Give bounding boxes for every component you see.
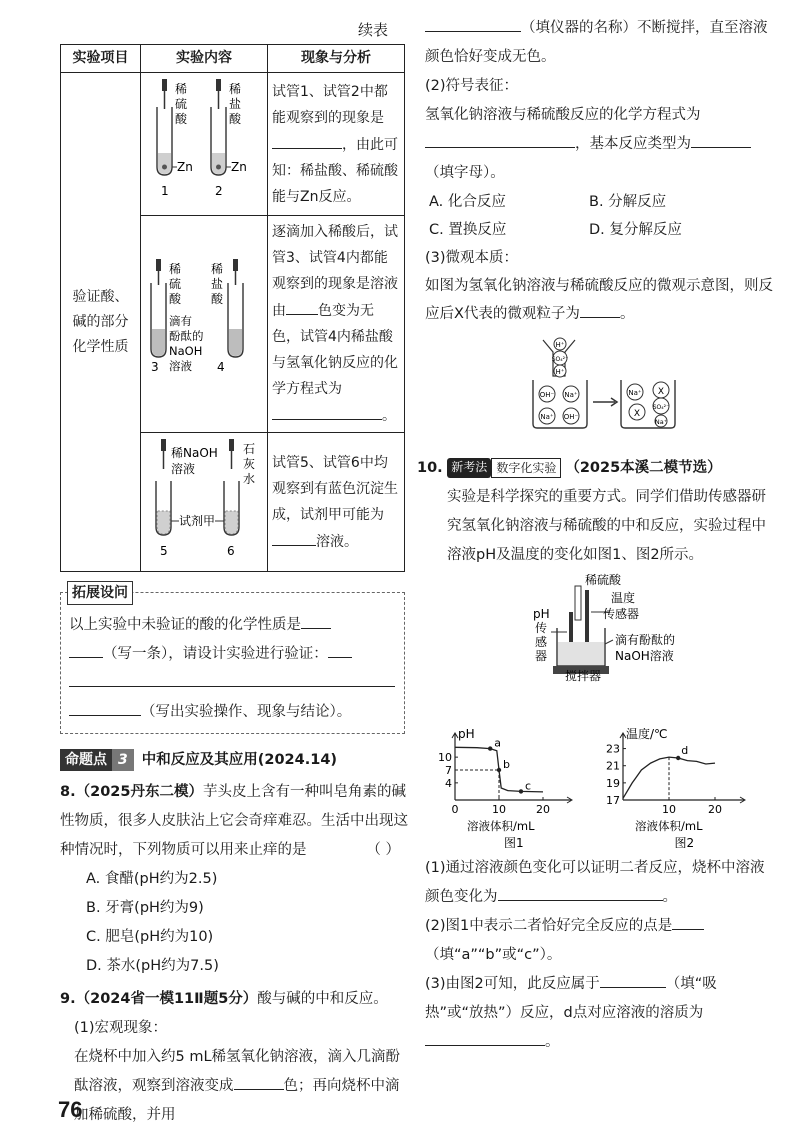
- q9-sub3-text: 如图为氢氧化钠溶液与稀硫酸反应的微观示意图，则反应后X代表的微观粒子为: [425, 278, 773, 322]
- ph-chart: [425, 728, 585, 848]
- solution-label-line: 酚酞的: [169, 329, 204, 343]
- tube-2-label-char: 酸: [229, 112, 242, 126]
- data-point-a: [488, 746, 492, 750]
- data-point-label: b: [503, 758, 510, 771]
- extension-line-1: [69, 611, 396, 640]
- zn-label-2: Zn: [231, 160, 247, 174]
- topic-point-header: [60, 748, 410, 772]
- tube-4-label-char: 酸: [211, 292, 224, 306]
- option-c[interactable]: C. 置换反应: [429, 222, 507, 238]
- q9-sub1-text: 色；再向烧杯中滴加稀硫酸，并用: [74, 1078, 400, 1123]
- q10-sub3-text: (3)由图2可知，此反应属于: [425, 976, 600, 992]
- table-header-project: 实验项目: [61, 45, 141, 73]
- tube-number-2: 2: [215, 184, 223, 198]
- obs-1-text-b: ，由此可知：稀盐酸、稀硫酸能与Zn反应。: [272, 136, 398, 205]
- zn-granule: [162, 165, 167, 170]
- table-row: [61, 73, 405, 216]
- data-point-b: [497, 768, 501, 772]
- q10-sub3: [425, 970, 775, 1057]
- content-cell-phenolphthalein: [141, 216, 268, 433]
- answer-parentheses[interactable]: （ ）: [366, 842, 400, 858]
- x-axis-label: 溶液体积/mL: [467, 819, 535, 833]
- ph-sensor-label: 传: [535, 621, 548, 635]
- tube-6-liquid: [225, 511, 238, 534]
- x-tick-label: 10: [662, 803, 676, 816]
- option-b[interactable]: B. 牙膏(pH约为9): [86, 900, 204, 916]
- tube-1-label-char: 稀: [175, 82, 188, 96]
- tube-3-label-char: 酸: [169, 292, 182, 306]
- solution-label-line: NaOH: [169, 344, 203, 358]
- obs-1-text-a: 试管1、试管2中都能观察到的现象是: [272, 83, 388, 126]
- ph-sensor-label: pH: [533, 607, 550, 621]
- apparatus-diagram: [425, 572, 775, 682]
- q10-sub2-text: （填“a”“b”或“c”）。: [425, 947, 562, 963]
- y-tick-label: 17: [606, 794, 620, 807]
- temp-sensor-label-1: 温度: [611, 591, 636, 605]
- question-source: （2025本溪二模节选）: [565, 460, 722, 476]
- naoh-solution: [558, 642, 604, 665]
- extension-title: 拓展设问: [67, 581, 133, 605]
- tube-3-liquid: [152, 329, 165, 356]
- x-tick-label: 20: [536, 803, 550, 816]
- charts-row: [425, 728, 775, 848]
- zn-tubes-diagram: [143, 75, 263, 203]
- ph-sensor-label: 感: [535, 635, 548, 649]
- project-line: 验证酸、: [72, 288, 129, 305]
- tube-number-4: 4: [217, 360, 225, 374]
- solution-label-1: 滴有酚酞的: [615, 633, 676, 647]
- q10-sub2: [425, 912, 775, 970]
- y-tick-label: 10: [438, 751, 452, 765]
- dropper-bulb: [229, 439, 234, 451]
- experiment-table: [60, 44, 405, 572]
- solution-label-line: 溶液: [169, 359, 192, 373]
- topic-number: 3: [112, 749, 134, 771]
- q9-options: [425, 188, 775, 244]
- solution-label-line: 滴有: [169, 314, 192, 328]
- tube-number-6: 6: [227, 544, 235, 558]
- q9-sub2-text: （填字母）。: [425, 165, 505, 181]
- new-method-tag: 新考法: [447, 458, 491, 478]
- left-column: [60, 18, 410, 1130]
- option-a[interactable]: A. 化合反应: [429, 194, 506, 210]
- question-10: [417, 454, 775, 570]
- table-header-observation: 现象与分析: [268, 45, 405, 73]
- extension-question-box: [60, 585, 405, 734]
- q9-sub1-text: 在烧杯中加入约5 mL稀氢氧化钠溶液，滴入几滴酚酞溶液，观察到溶液变成: [74, 1049, 401, 1094]
- ion-h: H⁺: [555, 341, 565, 349]
- tube-2-label-char: 稀: [229, 82, 242, 96]
- ion-so4: SO₄²⁻: [551, 356, 569, 363]
- q10-sub3-text: （填“吸热”或“放热”）反应，d点对应溶液的溶质为: [425, 976, 717, 1021]
- tube-1-liquid: [158, 153, 171, 174]
- ion-x: X: [633, 409, 641, 419]
- tube-2-label-char: 盐: [229, 97, 242, 111]
- tube-1-label-char: 硫: [175, 97, 188, 111]
- solution-label-2: NaOH溶液: [615, 649, 674, 663]
- table-header-row: [61, 45, 405, 73]
- x-tick-label: 10: [492, 803, 506, 816]
- zn-label-1: Zn: [177, 160, 193, 174]
- answer-blank[interactable]: [498, 883, 663, 901]
- table-header-content: 实验内容: [141, 45, 268, 73]
- y-tick-label: 19: [606, 776, 620, 790]
- obs-2-end: 。: [382, 408, 396, 424]
- acid-label: 稀硫酸: [585, 573, 622, 587]
- solution-pointer: [605, 640, 613, 644]
- ion-na: Na⁺: [628, 389, 642, 397]
- data-point-label: a: [494, 736, 501, 750]
- q9-sub1-text: （填仪器的名称）不断搅拌，直至溶液颜色恰好变成无色。: [425, 20, 768, 65]
- topic-title: 中和反应及其应用(2024.14): [141, 751, 338, 768]
- q10-sub1: [425, 854, 775, 912]
- ion-oh: OH⁻: [563, 413, 579, 421]
- tube-5-reagent-label: 溶液: [171, 462, 196, 476]
- ion-na: Na⁺: [540, 413, 554, 421]
- obs-2-text-b: 色变为无色，试管4内稀盐酸与氢氧化钠反应的化学方程式为: [272, 303, 398, 397]
- tube-4-label-char: 盐: [211, 277, 224, 291]
- temp-sensor-label-2: 传感器: [603, 607, 640, 621]
- tube-4-label-char: 稀: [211, 262, 224, 276]
- q9-sub2-text: ，基本反应类型为: [575, 136, 691, 152]
- q9-sub3-title: (3)微观本质：: [425, 250, 519, 266]
- data-point-label: c: [525, 779, 532, 793]
- y-axis-label: pH: [458, 728, 475, 741]
- project-line: 碱的部分: [72, 313, 129, 330]
- q9-sub3-body: [425, 272, 775, 328]
- q10-sub1-text: (1)通过溶液颜色变化可以证明二者反应，烧杯中溶液颜色变化为: [425, 860, 765, 905]
- micro-reaction-diagram: [425, 332, 775, 432]
- project-line: 化学性质: [72, 338, 129, 355]
- option-d[interactable]: D. 茶水(pH约为7.5): [86, 958, 219, 974]
- dropper-bulb: [161, 439, 166, 451]
- zn-granule: [216, 165, 221, 170]
- answer-blank[interactable]: [425, 14, 521, 32]
- question-source: （2024省一模11Ⅱ题5分）: [75, 991, 258, 1007]
- option-c[interactable]: C. 肥皂(pH约为10): [86, 929, 214, 945]
- content-cell-zn: [141, 73, 268, 216]
- tube-5-reagent-label: 稀NaOH: [171, 446, 218, 460]
- extension-line-2: [69, 640, 396, 669]
- question-source: （2025丹东二模）: [75, 784, 203, 800]
- tube-1-label-char: 酸: [175, 112, 188, 126]
- answer-blank[interactable]: [69, 640, 103, 658]
- tube-3-label-char: 稀: [169, 262, 182, 276]
- answer-blank[interactable]: [272, 528, 316, 546]
- y-axis-label: 温度/℃: [626, 728, 668, 741]
- answer-blank[interactable]: [69, 669, 395, 687]
- naoh-tubes-diagram: [143, 435, 263, 559]
- data-point-d: [676, 756, 680, 760]
- right-column: [417, 18, 775, 1057]
- observation-cell-1: [268, 73, 405, 216]
- y-tick-label: 4: [445, 776, 452, 790]
- data-point-label: d: [681, 744, 689, 757]
- ion-x: X: [657, 387, 665, 397]
- q10-sub3-end: 。: [545, 1034, 560, 1050]
- answer-blank[interactable]: [580, 300, 620, 318]
- answer-blank[interactable]: [425, 130, 575, 148]
- observation-cell-2: [268, 216, 405, 433]
- stirrer-label: 搅拌器: [565, 669, 602, 682]
- content-cell-naoh: [141, 433, 268, 572]
- q9-sub2-body: [425, 101, 775, 188]
- q9-sub2-title: (2)符号表征：: [425, 78, 519, 94]
- y-tick-label: 7: [445, 764, 452, 777]
- burette: [575, 586, 581, 620]
- tube-number-3: 3: [151, 360, 159, 374]
- topic-badge: 命题点: [60, 749, 112, 771]
- question-9: [60, 985, 410, 1130]
- extension-text: 以上实验中未验证的酸的化学性质是: [69, 617, 301, 633]
- obs-2-text-a: 逐滴加入稀酸后，试管3、试管4内都能观察到的现象是溶液由: [272, 224, 398, 319]
- reagent-label: 试剂甲: [179, 514, 216, 528]
- extension-line-3: [69, 698, 396, 727]
- tube-5-liquid: [157, 511, 170, 534]
- ion-h: H⁺: [555, 368, 565, 376]
- answer-blank[interactable]: [600, 970, 666, 988]
- ion-na: Na⁺: [564, 391, 578, 399]
- tube-6-label-char: 灰: [243, 457, 256, 471]
- temperature-chart: [593, 728, 758, 848]
- tube-number-5: 5: [160, 544, 168, 558]
- question-stem: 实验是科学探究的重要方式。同学们借助传感器研究氢氧化钠溶液与稀硫酸的中和反应，实验过程中溶液pH及温度的变化如图1、图2所示。: [447, 489, 766, 563]
- tube-2-liquid: [212, 153, 225, 174]
- x-axis-label: 溶液体积/mL: [635, 819, 703, 833]
- obs-3-text-b: 溶液。: [316, 533, 358, 550]
- ion-so4: SO₄²⁻: [652, 404, 670, 411]
- q9-continuation: [425, 14, 775, 72]
- answer-blank[interactable]: [691, 130, 751, 148]
- project-cell: [61, 73, 141, 572]
- q9-sub3-end: 。: [619, 306, 635, 322]
- answer-blank[interactable]: [272, 131, 342, 149]
- q10-sub1-end: 。: [662, 889, 677, 905]
- y-tick-label: 23: [606, 742, 620, 756]
- x-tick-label: 20: [708, 803, 722, 816]
- observation-cell-3: [268, 433, 405, 572]
- tube-3-label-char: 硫: [169, 277, 182, 291]
- q9-sub1-body: [60, 1043, 410, 1130]
- continued-label: 续表: [357, 21, 388, 39]
- y-tick-label: 21: [606, 759, 620, 773]
- dropper-bulb: [156, 259, 161, 271]
- option-a[interactable]: A. 食醋(pH约为2.5): [86, 871, 218, 887]
- chart-title: 图2: [674, 836, 695, 848]
- answer-blank[interactable]: [286, 297, 318, 315]
- extension-text: （写一条），请设计实验进行验证：: [103, 646, 328, 662]
- question-stem: 酸与碱的中和反应。: [257, 991, 388, 1007]
- question-stem: 芋头皮上含有一种叫皂角素的碱性物质，很多人皮肤沾上它会奇痒难忍。生活中出现这种情况时，下列物质可以用来止痒的是: [60, 784, 408, 858]
- q9-sub2-text: 氢氧化钠溶液与稀硫酸反应的化学方程式为: [425, 107, 701, 123]
- extension-line-blank: [69, 669, 396, 698]
- obs-3-text-a: 试管5、试管6中均观察到有蓝色沉淀生成，试剂甲可能为: [272, 454, 398, 523]
- ph-sensor-label: 器: [535, 649, 548, 663]
- x-tick-label: 0: [451, 803, 459, 816]
- question-number: 8.: [60, 784, 76, 800]
- answer-blank[interactable]: [301, 611, 331, 629]
- question-8: [60, 778, 410, 981]
- question-number: 9.: [60, 991, 76, 1007]
- tube-number-1: 1: [161, 184, 169, 198]
- question-number: 10.: [417, 460, 443, 476]
- option-b[interactable]: B. 分解反应: [589, 194, 667, 210]
- digital-experiment-tag: 数字化实验: [491, 458, 561, 478]
- dropper-bulb: [162, 79, 167, 91]
- answer-blank[interactable]: [672, 912, 704, 930]
- dropper-bulb: [216, 79, 221, 91]
- data-point-c: [519, 789, 523, 793]
- answer-blank[interactable]: [425, 1028, 545, 1046]
- answer-blank[interactable]: [328, 640, 352, 658]
- tube-6-label-char: 石: [243, 442, 256, 456]
- phenolphthalein-tubes-diagram: [143, 219, 263, 419]
- dropper-bulb: [233, 259, 238, 271]
- q9-sub1-title: (1)宏观现象：: [74, 1020, 168, 1036]
- chart-title: 图1: [504, 836, 524, 848]
- answer-blank[interactable]: [234, 1072, 284, 1090]
- answer-blank[interactable]: [272, 402, 382, 420]
- page-number: 76: [58, 1097, 83, 1122]
- answer-blank[interactable]: [69, 698, 141, 716]
- ion-oh: OH⁻: [539, 391, 555, 399]
- tube-4-liquid: [229, 329, 242, 356]
- q10-sub2-text: (2)图1中表示二者恰好完全反应的点是: [425, 918, 673, 934]
- ion-na: Na⁺: [654, 418, 668, 426]
- option-d[interactable]: D. 复分解反应: [589, 222, 682, 238]
- tube-6-label-char: 水: [243, 472, 256, 486]
- extension-text: （写出实验操作、现象与结论）。: [141, 704, 352, 720]
